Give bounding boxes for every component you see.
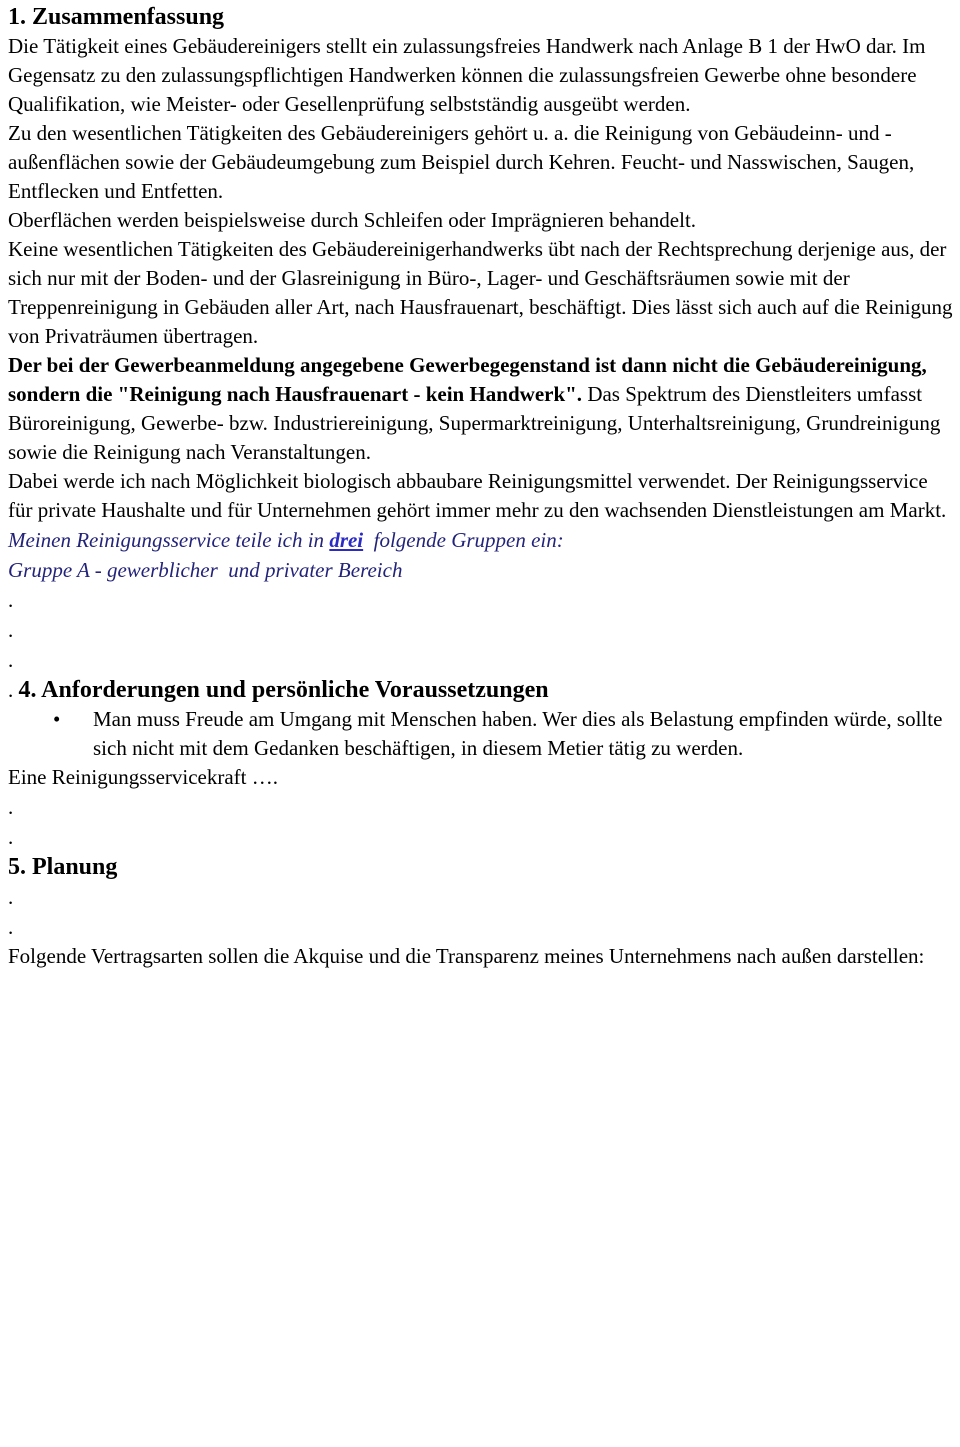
heading-summary: 1. Zusammenfassung [8, 4, 225, 30]
heading-requirements-prefix: . [8, 678, 19, 702]
dot-line: . [8, 825, 14, 849]
dot-line: . [8, 795, 14, 819]
dot-line: . [8, 618, 14, 642]
service-groups-intro-post: folgende Gruppen ein: [363, 528, 564, 552]
paragraph-trade-object [8, 351, 954, 467]
trade-object-rest-text: Das Spektrum des Dienstleiters umfasst Büroreinigung, Gewerbe- bzw. Industriereinigung, Supermarktreinigung, Unterhaltsreinigung, Grundreinigung sowie die Reinigung nach Veranstaltungen. [8, 382, 946, 464]
paragraph-contracts: Folgende Vertragsarten sollen die Akquise und die Transparenz meines Unternehmens nach außen darstellen: [8, 944, 925, 968]
dot-line: . [8, 885, 14, 909]
paragraph-service-groups-intro [8, 525, 954, 555]
service-groups-intro-pre: Meinen Reinigungsservice teile ich in [8, 528, 330, 552]
paragraph-caselaw: Keine wesentlichen Tätigkeiten des Gebäudereinigerhandwerks übt nach der Rechtsprechung derjenige aus, der sich nur mit der Boden- und der Glasreinigung in Büro-, Lager- und Geschäftsräumen sowie mit der Treppenreinigung in Gebäuden aller Art, nach Hausfrauenart, beschäftigt. Dies lässt sich auch auf die Reinigung von Privaträumen übertragen. [8, 237, 958, 348]
paragraph-eco-cleaning: Dabei werde ich nach Möglichkeit biologisch abbaubare Reinigungsmittel verwendet. Der Reinigungsservice für private Haushalte und für Unternehmen gehört immer mehr zu den wachsenden Dienstleistungen am Markt. [8, 469, 947, 522]
paragraph-group-a: Gruppe A - gewerblicher und privater Bereich [8, 558, 403, 582]
trade-object-bold-text: Der bei der Gewerbeanmeldung angegebene Gewerbegegenstand ist dann nicht die Gebäudereinigung, sondern die "Reinigung nach Hausfrauenart - kein Handwerk". [8, 353, 933, 406]
paragraph-tasks: Zu den wesentlichen Tätigkeiten des Gebäudereinigers gehört u. a. die Reinigung von Gebäudeinn- und -außenflächen sowie der Gebäudeumgebung zum Beispiel durch Kehren. Feucht- und Nasswischen, Saugen, Entflecken und Entfetten. [8, 121, 920, 203]
dot-line: . [8, 915, 14, 939]
dot-line: . [8, 648, 14, 672]
service-groups-count-emphasis: drei [329, 528, 364, 552]
dot-line: . [8, 588, 14, 612]
bullet-people-text: Man muss Freude am Umgang mit Menschen haben. Wer dies als Belastung empfinden würde, sollte sich nicht mit dem Gedanken beschäftigen, in diesem Metier tätig zu werden. [93, 707, 948, 760]
list-item [53, 705, 954, 763]
requirements-bullet-list [8, 705, 954, 763]
paragraph-cleaner: Eine Reinigungsservicekraft …. [8, 765, 279, 789]
bullet-icon: • [53, 707, 61, 731]
paragraph-surfaces: Oberflächen werden beispielsweise durch Schleifen oder Imprägnieren behandelt. [8, 208, 697, 232]
paragraph-intro: Die Tätigkeit eines Gebäudereinigers stellt ein zulassungsfreies Handwerk nach Anlage B 1 der HwO dar. Im Gegensatz zu den zulassungspflichtigen Handwerken können die zulassungsfreien Gewerbe ohne besondere Qualifikation, wie Meister- oder Gesellenprüfung selbstständig ausgeübt werden. [8, 34, 931, 116]
heading-planning: 5. Planung [8, 854, 118, 880]
heading-requirements-text: 4. Anforderungen und persönliche Voraussetzungen [18, 677, 549, 703]
heading-requirements [8, 675, 954, 705]
